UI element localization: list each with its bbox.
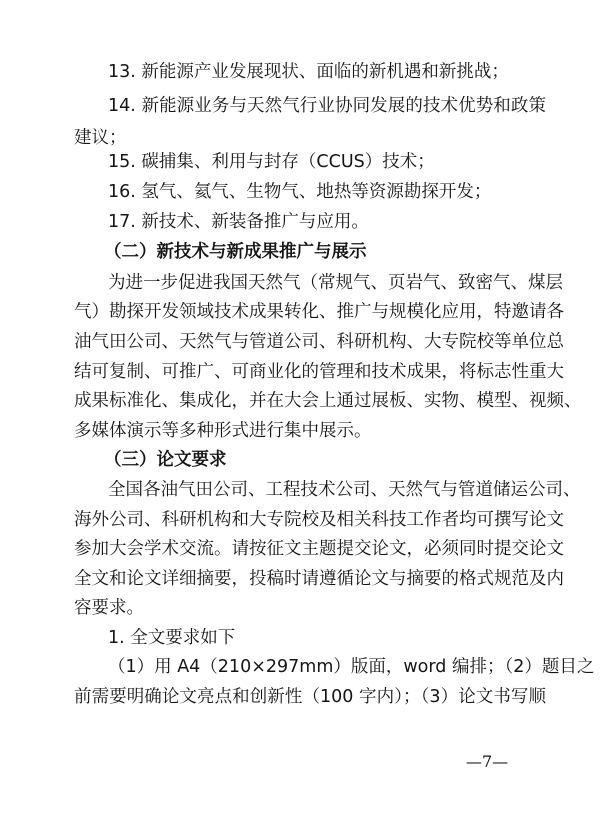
paragraph-line: 油气田公司、天然气与管道公司、科研机构、大专院校等单位总 [74,332,564,352]
paragraph-line: 全文和论文详细摘要，投稿时请遵循论文与摘要的格式规范及内 [74,569,564,589]
paragraph-line: 成果标准化、集成化，并在大会上通过展板、实物、模型、视频、 [74,391,582,411]
paragraph-line: 容要求。 [74,598,144,618]
list-item-17: 17. 新技术、新装备推广与应用。 [108,212,369,232]
paragraph-line: （1）用 A4（210×297mm）版面，word 编排；（2）题目之 [108,657,595,677]
list-item-15: 15. 碳捕集、利用与封存（CCUS）技术； [108,152,435,172]
list-item-14: 14. 新能源业务与天然气行业协同发展的技术优势和政策 [108,96,546,116]
paragraph-line: 气）勘探开发领域技术成果转化、推广与规模化应用，特邀请各 [74,302,564,322]
subheading-full-text: 1. 全文要求如下 [108,628,236,648]
paragraph-line: 为进一步促进我国天然气（常规气、页岩气、致密气、煤层 [108,273,563,293]
paragraph-line: 全国各油气田公司、工程技术公司、天然气与管道储运公司、 [108,480,581,500]
list-item-16: 16. 氢气、氦气、生物气、地热等资源勘探开发； [108,182,492,202]
list-item-13: 13. 新能源产业发展现状、面临的新机遇和新挑战； [108,62,509,82]
paragraph-line: 结可复制、可推广、可商业化的管理和技术成果，将标志性重大 [74,362,564,382]
page-number: —7— [466,752,509,771]
section-heading-3: （三）论文要求 [104,450,227,470]
paragraph-line: 海外公司、科研机构和大专院校及相关科技工作者均可撰写论文 [74,510,564,530]
paragraph-line: 参加大会学术交流。请按征文主题提交论文，必须同时提交论文 [74,539,564,559]
paragraph-line: 多媒体演示等多种形式进行集中展示。 [74,421,372,441]
section-heading-2: （二）新技术与新成果推广与展示 [104,242,367,262]
paragraph-line: 前需要明确论文亮点和创新性（100 字内）；（3）论文书写顺 [74,687,546,707]
list-item-14-cont: 建议； [74,128,127,148]
